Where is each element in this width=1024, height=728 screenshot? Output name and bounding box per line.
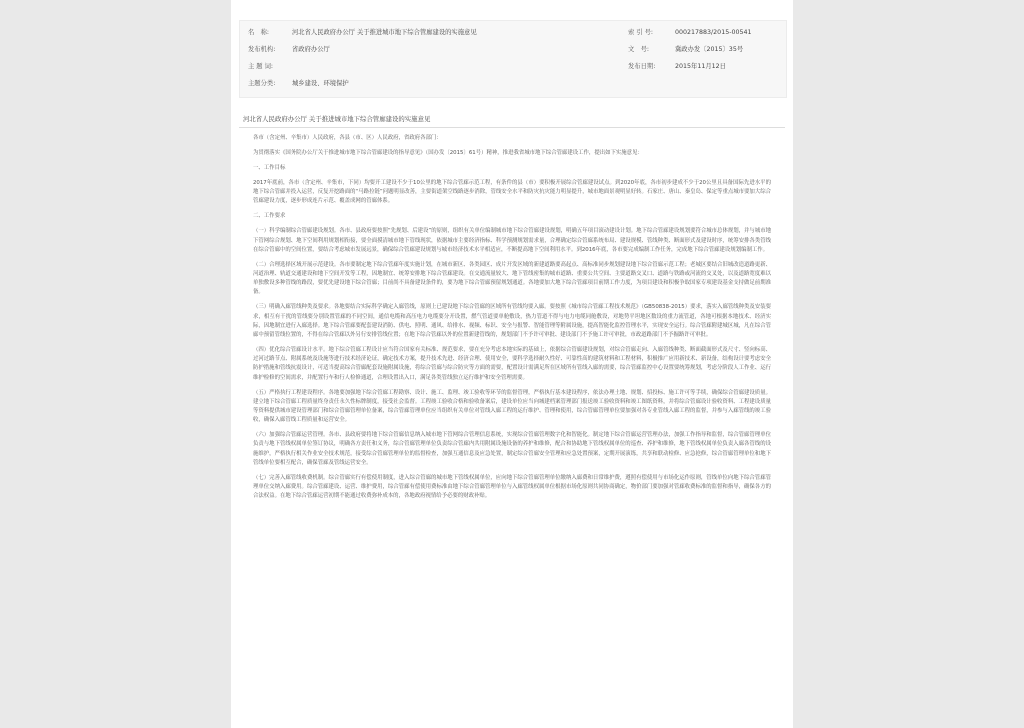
name-label: 名 称: [248, 29, 270, 36]
salutation: 各市（含定州、辛集市）人民政府，各县（市、区）人民政府，省政府各部门： [253, 135, 442, 141]
subject-label: 主 题 词: [248, 63, 274, 70]
date-label: 发布日期: [628, 63, 656, 70]
date-value: 2015年11月12日 [675, 63, 726, 70]
requirement-3: （三）明确入廊管线种类及要求。各地要结合实际科学确定入廊管线，原则上已建设地下综合管廊的区域所有管线均要入廊。要按照《城市综合管廊工程技术规范》（GB50838-2015）要求，落实入廊管线种类及安装要求，相互有干扰的管线要分别设置管廊的不同空间，通信电缆和高压电力电缆要分开设置，燃气管道要单舱敷设，热力管道不得与电力电缆同舱敷设，对地势平坦地区数设的重力流管道，各地可根据本地技术、经济实际，因地制宜进行入廊选择。地下综合管廊要配套建设消防、供电、照明、通风、给排水、视频、标识、安全与报警、智能管理等附属设施，提高智能化监控管理水平，实现安全运行。综合管廊附建城区城，凡在综合管廊中预留管线位置的，不得在综合管廊以外另行安排管线位置；在地下综合管廊以外的位置新建管线的，规划部门不予许可审批、建设部门不予施工许可审批，市政道路部门不予掘路许可审批。 [253, 304, 771, 339]
requirement-1: （一）科学编制综合管廊建设规划。各市、县政府要按照“先规划、后建设”的原则，组织有关单位编制城市地下综合管廊建设规划，明确五年项目滚动建设计划。地下综合管廊建设规划要符合城市总体规划，并与城市地下管网综合规划、地下空间利用规划相衔接，要全面摸清城市地下管线现状，依据城市主要经济指标、科学预测规划需求量，合理确定综合管廊系统布局、建设规模、管线种类、断面形式及建设时序，统筹安排各类管线在综合管廊中的空间位置，要结合考虑城市发展远景，确保综合管廊建设规划与城市经济技术水平相适应，不断提高地下空间利用水平。到2016年底，各市要完成编制工作任务，完成地下综合管廊建设规划编制工作。 [253, 228, 771, 253]
requirement-2: （二）合理选择区域开展示范建设。各市要制定地下综合管廊年度实施计划，在城市新区、各类园区、成片开发区域的新建道路要高起点、高标准同步规划建设地下综合管廊示范工程；老城区要结合旧城改造道路更新、河道治理、轨道交通建设和地下空间开发等工程，因地制宜、统筹安排地下综合管廊建设。在交通流量较大、地下管线密集的城市道路、重要公共空间、主要道路交叉口、道路与铁路或河流的交叉处，以及道路宽度难以单独敷设多种管线的路段，要优先建设地下综合管廊；目前尚不具备建设条件的，要为地下综合管廊预留规划通道。各地要加大地下综合管廊项目前期工作力度，为项目建设和积极争取国家专项建设基金支持做足前期准备。 [253, 261, 771, 296]
requirement-5: （五）严格执行工程建设程序。各地要加强地下综合管廊工程勘察、设计、施工、监理、竣工验收等环节的监督管理，严格执行基本建设程序，依法办理土地、规划、招投标、施工许可等手续，确保综合管廊建设质量。建立地下综合管廊工程质量终身责任永久性标牌制度，接受社会监督。工程竣工验收合格和验收备案后，建设单位应当向城建档案管理部门报送竣工验收资料和竣工图纸资料，并将综合管廊设计验收资料、工程建设质量等资料提供城市建设管理部门和综合管廊管理单位备案，综合管廊管理单位应当组织有关单位对管线入廊工程的运行维护、管理和使用，综合管廊管理单位要加强对各专业管线入廊工程的监督，并参与入廊管线的竣工验收，确保入廊管线工程质量和运营安全。 [253, 389, 771, 424]
requirement-4: （四）优化综合管廊设计水平。地下综合管廊工程设计应当符合国家有关标准、规范要求，要在充分考虑本地实际的基础上，依据综合管廊建设规划，对综合管廊走向、入廊管线种类、断面截面形式及尺寸、竖向标高、过河过路节点、附属系统及设施等进行技术经济论证，确定技术方案，提升技术先进、经济合理、使用安全，要科学选择耐久性好、可靠性高的建筑材料和工程材料，积极推广应用新技术、新设备，结构设计要考虑安全防护措施和管线抗震设计，可适当提高综合管廊配套设施附属设施，将综合管廊与综合防灾等方面的需要，配置设计需满足所在区域所有管线入廊的需要，综合管廊监控中心设置要统筹规划，考虑分阶段人工作业、运行维护检修的空间需求，并配置行车和行人检修通道，合理设置出入口，满足各类管线独立运行维护和安全管理需要。 [253, 347, 771, 381]
meta-row-name [240, 26, 786, 40]
intro-paragraph: 为贯彻落实《国务院办公厅关于推进城市地下综合管廊建设的指导意见》（国办发〔2015〕61号）精神，推进我省城市地下综合管廊建设工作，提出如下实施意见： [253, 150, 643, 156]
issuer-value: 省政府办公厅 [292, 46, 330, 53]
index-value: 000217883/2015-00541 [675, 29, 752, 36]
requirement-7: （七）完善入廊管线收费机制。综合管廊实行有偿使用制度，进入综合管廊的城市地下管线权属单位，应向地下综合管廊管理单位缴纳入廊费和日常维护费，遵照有偿使用与市场化运作原则，管线单位向地下综合管廊管理单位交纳入廊费用。综合管廊建设、运营、维护费用，综合管廊有偿使用费标准由地下综合管廊管理单位与入廊管线权属单位根据市场化原则共同协商确定，物价部门要加强对管廊收费标准的监督和指导，确保各方的合法权益。在地下综合管廊运营初期不能通过收费弥补成本的，各地政府视情给予必要的财政补贴。 [253, 474, 771, 500]
goal-paragraph: 2017年底前，各市（含定州、辛集市，下同）均要开工建设不少于10公里的地下综合管廊示范工程，有条件的县（市）要积极开展综合管廊建设试点。到2020年底，各市初步建成不少于20公里且具备国际先进水平的地下综合管廊并投入运营，反复开挖路面的“马路拉链”问题明显改善，主要街道架空线路逐步消除，管线安全水平和防灾抗灾能力明显提升，城市地面景观明显好转。石家庄、唐山、秦皇岛、保定等重点城市要加大综合管廊建设力度，逐步形成连片示范、覆盖成网的管廊体系。 [253, 180, 771, 205]
issuer-label: 发布机构: [248, 46, 276, 53]
title-divider [239, 127, 785, 128]
category-value: 城乡建设、环境保护 [292, 80, 349, 87]
requirement-6: （六）加强综合管廊运营管理。各市、县政府要将地下综合管廊信息纳入城市地下管网综合管理信息系统，实现综合管廊管理数字化和智能化。制定地下综合管廊运营管理办法，加强工作指导和监督，综合管廊管理单位负责与地下管线权属单位签订协议，明确各方责任和义务，综合管廊管理单位负责综合管廊内共用附属设施设备的养护和维修，配合和协助地下管线权属单位的巡查、养护和维修，地下管线权属单位负责入廊各管线的设施维护，严格执行相关作业安全技术规范，接受综合管廊管理单位的监督检查，加强互通信息及应急处置，制定综合管廊安全管理和应急处置预案，定期开展演练，共享和联动检修、应急抢修，综合管廊管理单位和地下管线单位要相互配合，确保管廊及管线运营安全。 [253, 432, 771, 466]
document-title: 河北省人民政府办公厅 关于推进城市地下综合管廊建设的实施意见 [243, 115, 431, 123]
category-label: 主题分类: [248, 80, 276, 87]
docno-value: 冀政办发〔2015〕35号 [675, 46, 744, 53]
metadata-panel [239, 20, 787, 98]
name-value: 河北省人民政府办公厅 关于推进城市地下综合管廊建设的实施意见 [292, 29, 477, 36]
meta-row-subject [240, 60, 786, 74]
document-body [253, 134, 771, 507]
meta-row-issuer [240, 43, 786, 57]
meta-row-category [240, 77, 786, 91]
docno-label: 文 号: [628, 46, 650, 53]
section-heading-goals: 一、工作目标 [253, 165, 286, 171]
document-sheet [231, 0, 793, 728]
index-label: 索 引 号: [628, 29, 654, 36]
section-heading-requirements: 二、工作要求 [253, 213, 286, 220]
